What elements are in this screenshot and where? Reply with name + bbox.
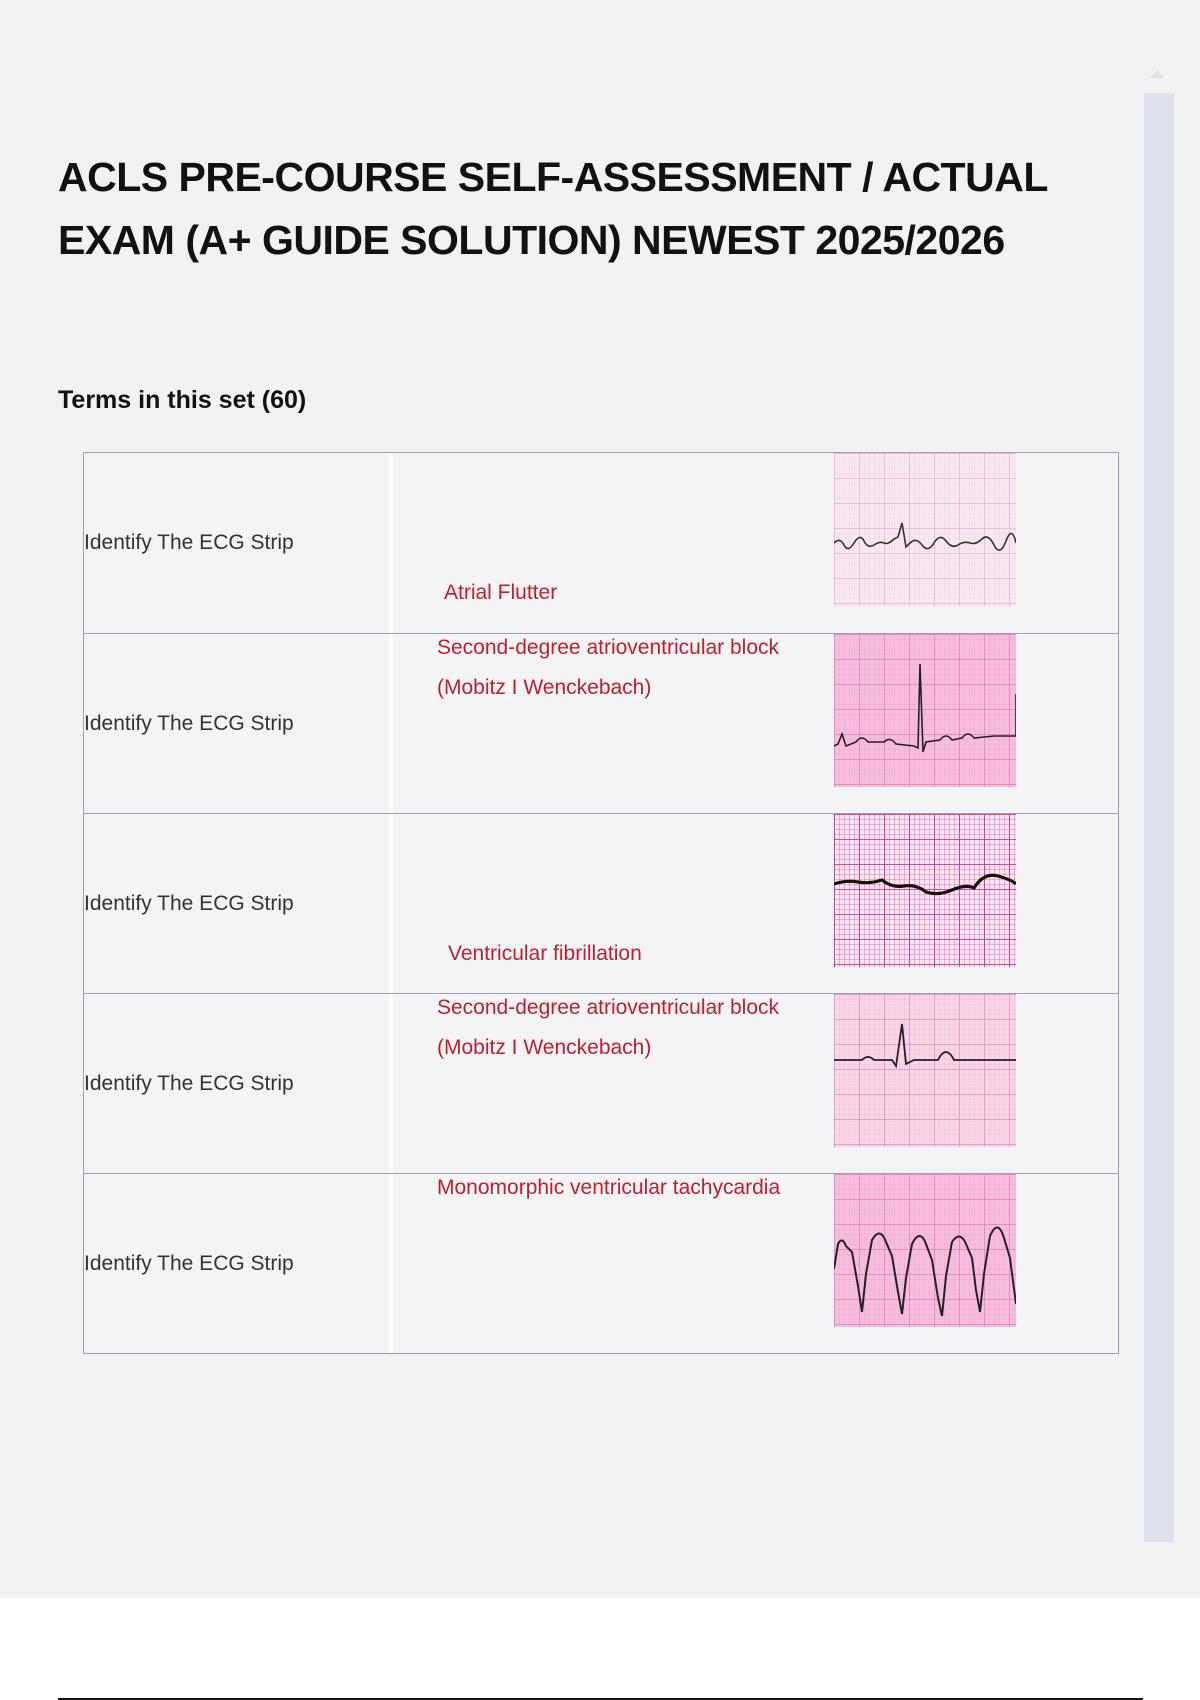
column-divider (389, 634, 393, 813)
page-title: ACLS PRE-COURSE SELF-ASSESSMENT / ACTUAL EXAM (A+ GUIDE SOLUTION) NEWEST 2025/2026 (58, 154, 1048, 263)
ventricular-tachycardia-ecg-icon (834, 1174, 1016, 1327)
table-row[interactable] (84, 633, 1118, 813)
column-divider (389, 453, 393, 633)
column-divider (389, 1174, 393, 1353)
table-row[interactable] (84, 1173, 1118, 1353)
column-divider (389, 994, 393, 1173)
answer-text: Second-degree atrioventricular block (Mobitz I Wenckebach) (437, 996, 780, 1059)
table-row[interactable] (84, 453, 1118, 633)
vertical-scrollbar[interactable] (1144, 93, 1174, 1542)
column-divider (389, 814, 393, 993)
table-row[interactable] (84, 813, 1118, 993)
ventricular-fibrillation-ecg-icon (834, 814, 1016, 967)
term-text: Identify The ECG Strip (84, 1251, 294, 1275)
table-row[interactable] (84, 993, 1118, 1173)
mobitz-i-ecg-icon (834, 994, 1016, 1147)
flashcard-table (83, 452, 1119, 1354)
answer-text: Second-degree atrioventricular block (Mobitz I Wenckebach) (437, 636, 780, 699)
term-text: Identify The ECG Strip (84, 891, 294, 915)
term-text: Identify The ECG Strip (84, 711, 294, 735)
answer-text: Atrial Flutter (444, 581, 558, 604)
term-text: Identify The ECG Strip (84, 1071, 294, 1095)
atrial-flutter-ecg-icon (834, 453, 1016, 606)
answer-text: Monomorphic ventricular tachycardia (437, 1176, 781, 1199)
term-text: Identify The ECG Strip (84, 531, 294, 554)
answer-text: Ventricular fibrillation (448, 942, 642, 965)
scroll-up-arrow-icon[interactable] (1150, 70, 1164, 78)
terms-count-heading: Terms in this set (60) (58, 386, 307, 414)
mobitz-i-ecg-icon (834, 634, 1016, 787)
